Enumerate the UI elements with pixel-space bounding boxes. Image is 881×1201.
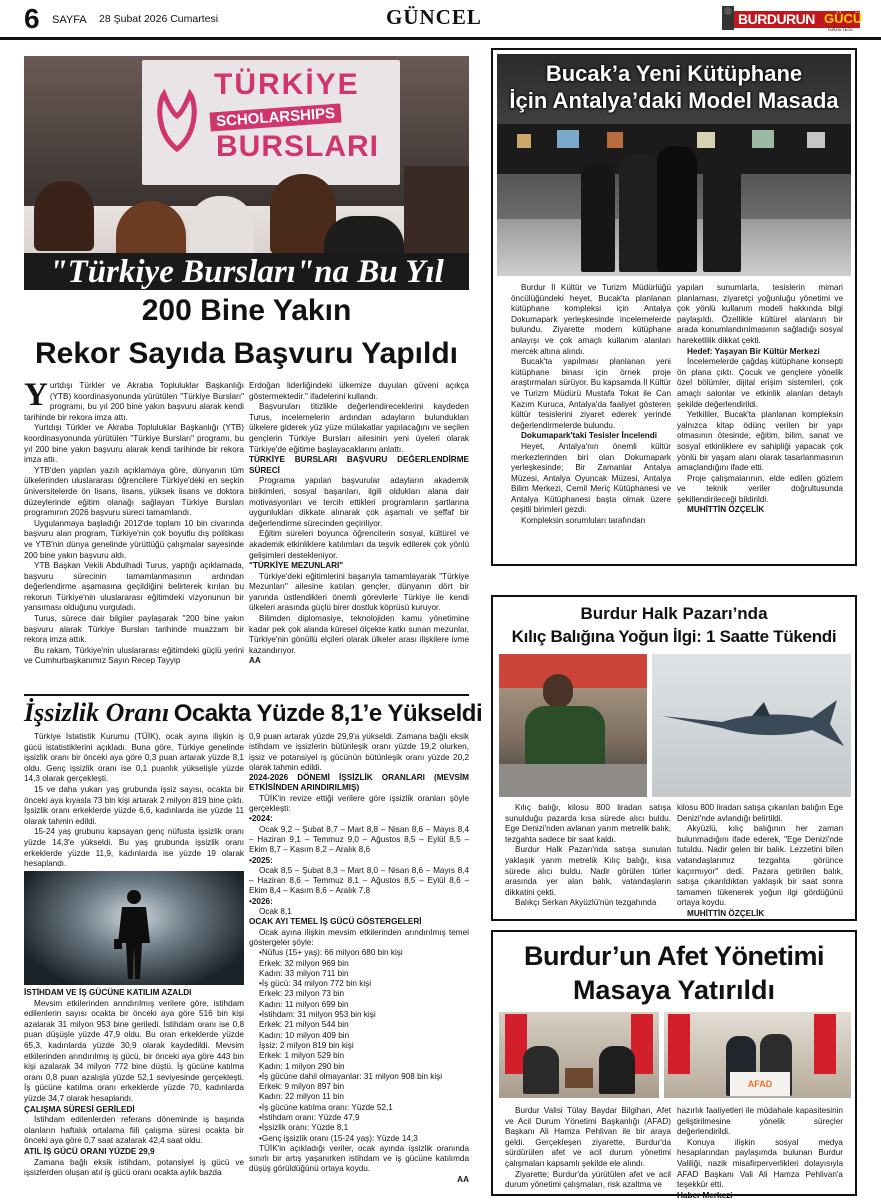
a2-para: İstihdam edilenlerden referans döneminde iş başında olanların haftalık ortalama fiili çalışma süresi ocakta bir önceki aya göre 0,7 saat azalarak 42,4 saat oldu. <box>24 1115 244 1146</box>
a3-para: Yetkililer, Bucak'ta planlanan kompleksin yalnızca kitap ödünç verilen bir yapı olmasının ötesinde; eğitim, bilim, sanat ve sosyal etkinliklere ev sahipliği yapacak çok yönlü bir yaşam alanı olarak tasarlanmasının amaçlandığını ifade etti. <box>677 410 843 473</box>
wall-frame <box>807 132 825 148</box>
a1-title-line1: "Türkiye Bursları"na Bu Yıl <box>24 253 469 290</box>
a3-para: Proje çalışmalarının, elde edilen gözlem ve teknik veriler doğrultusunda şekillendirileceği bildirildi. <box>677 473 843 504</box>
a2-para: Türkiye İstatistik Kurumu (TÜİK), ocak ayına ilişkin iş gücü istatistiklerini açıkladı. Buna göre, Türkiye genelinde işsizlik oranı bir önceki aya göre 0,3 puan artarak yüzde 8,1 oldu. Genç işsizlik oranı ise 0,1 puanlık yükselişle yüzde 14,3 olarak gerçekleşti. <box>24 732 244 784</box>
flag-tr <box>668 1014 690 1074</box>
a2-subhead: 2024-2026 DÖNEMİ İŞSİZLİK ORANLARI (MEVSİM ETKİSİNDEN ARINDIRILMIŞ) <box>249 773 469 793</box>
a2-list-item: •İşsizlik oranı: Yüzde 8,1 <box>259 1123 349 1133</box>
a2-para: Ocak 8,1 <box>259 907 292 917</box>
a5-col2 <box>677 1106 843 1200</box>
a3-title-line1: Bucak’a Yeni Kütüphane <box>545 61 803 86</box>
logo-accent: GÜCÜ <box>824 11 863 26</box>
page-number: 6 <box>24 3 40 34</box>
a2-subhead: İSTİHDAM VE İŞ GÜCÜNE KATILIM AZALDI <box>24 988 192 997</box>
newspaper-logo <box>722 3 863 33</box>
wall-frame <box>517 134 531 148</box>
logo-sub: GAZETESİ <box>828 27 853 33</box>
a4-para: Burdur Halk Pazarı'nda satışa sunulan yaklaşık yarım metrelik Kılıç balığı, kısa sürede alıcı buldu. Nadir görülen türler arasında yer alan balık, vatandaşların dikkatini çekti. <box>505 845 671 897</box>
a1-col2 <box>249 381 469 689</box>
a2-signature: AA <box>457 1174 469 1184</box>
logo-text: BURDURUN <box>738 11 815 27</box>
a3-para: Kompleksin sorumluları tarafından <box>521 516 646 526</box>
market-awning <box>499 654 647 688</box>
a1-para: Yurtdışı Türkler ve Akraba Topluluklar Başkanlığı (YTB) koordinasyonunda yürütülen "Türkiye Bursları" programı, bu yıl 200 bine yakın başvuru alarak kendi tarihinde bir rekora imza attı. <box>24 423 244 465</box>
a2-para: Zamana bağlı eksik istihdam, potansiyel iş gücü ve işsizlerden oluşan atıl iş gücü oranı ocakta aylık bazda <box>24 1157 244 1178</box>
swordfish-icon <box>652 684 851 764</box>
a1-para: Programa yapılan başvurular adayların akademik birikimleri, sosyal başarıları, ilgili oldukları alana dair motivasyonları ve tercih ettikleri programların şartlarına uygunlukları dikkate alınarak çok aşamalı ve şeffaf bir değerlendirme sürecinden geçiriliyor. <box>249 476 469 528</box>
wall-frame <box>607 132 623 148</box>
person-figure <box>523 1046 559 1094</box>
a1-para: Bu rakam, Türkiye'nin uluslararası eğitimdeki güçlü yerini ve Cumhurbaşkanımız Sayın Recep Tayyip <box>24 645 244 666</box>
a2-list-item: •İstihdam: 31 milyon 953 bin kişi <box>259 1010 376 1020</box>
section-title: GÜNCEL <box>386 5 482 29</box>
a1-subhead: "TÜRKİYE MEZUNLARI" <box>249 561 344 571</box>
a2-year: •2025: <box>249 855 273 865</box>
a2-list-item: İşsiz: 2 milyon 819 bin kişi <box>259 1040 354 1050</box>
a2-list-item: •İş gücüne dahil olmayanlar: 31 milyon 908 bin kişi <box>259 1071 443 1081</box>
a2-para: Ocak 8,5 – Şubat 8,3 – Mart 8,0 – Nisan 8,6 – Mayıs 8,4 – Haziran 8,6 – Temmuz 8,1 – Ağustos 8,5 – Eylül 8,6 – Ekim 8,4 – Kasım 8,6 – Aralık 7,8 <box>249 865 469 896</box>
a4-para: Balıkçı Serkan Akyüzlü'nün tezgahında <box>515 898 657 908</box>
afad-plaque: AFAD <box>730 1072 790 1096</box>
a1-signature: AA <box>249 656 261 666</box>
a5-title-line2: Masaya Yatırıldı <box>572 975 776 1005</box>
a4-para: Kılıç balığı, kilosu 800 liradan satışa sunulduğu pazarda kısa sürede alıcı buldu. Ege Denizi'nden avlanan yarım metrelik balık, tezgahta sadece bir saat kaldı. <box>505 803 671 844</box>
a2-col2 <box>249 732 469 1196</box>
a2-list-item: Erkek: 21 milyon 544 bin <box>259 1020 349 1030</box>
a3-para: yapılan sunumlarla, tesislerin mimari planlaması, ziyaretçi yoğunluğu yönetimi ve çok yönlü kullanım modeli hakkında bilgi paylaşıldı. Özellikle kültürel alanların bir arada konumlandırılmasının sağladığı sosyal hareketlilik dikkat çekti. <box>677 283 843 345</box>
a2-para: 15 ve daha yukarı yaş grubunda işsiz sayısı, ocakta bir önceki aya kıyasla 73 bin kişi artarak 2 milyon 819 bine çıktı. İşsizlik oranı erkeklerde yüzde 6,6, kadınlarda ise yüzde 11 olarak tahmin edildi. <box>24 784 244 826</box>
a1-para: YTB'den yapılan yazılı açıklamaya göre, dünyanın tüm ülkelerinden uluslararası öğrencilere Türkiye'deki en seçkin üniversitelerde ön lisans, lisans, yüksek lisans ve doktora düzeylerinde eğitim olanağı sağlayan Türkiye Bursları programının 2026 başvuru süreci tamamlandı. <box>24 465 244 518</box>
a3-subhead: Dokumapark'taki Tesisler İncelendi <box>521 431 658 441</box>
a4-para: kilosu 800 liradan satışa çıkarılan balığın Ege Denizi'nde avlandığı belirtildi. <box>677 803 843 823</box>
a1-para: Bilimden diplomasiye, teknolojiden kamu yönetimine kadar pek çok alanda küresel ölçekte katkı sunan mezunlar, Türkiye'nin gönüllü elçileri olarak ülkeler arası ilişkilere ivme kazandırıyor. <box>249 614 469 655</box>
a3-col2 <box>677 283 843 553</box>
wall-frame <box>752 130 774 148</box>
photo-text-turkiye: TÜRKİYE <box>214 68 360 101</box>
a2-list-item: Kadın: 22 milyon 11 bin <box>259 1092 344 1102</box>
drop-cap: Y <box>24 377 48 413</box>
a2-para: Ocak 9,2 – Şubat 8,7 – Mart 8,8 – Nisan 8,6 – Mayıs 8,4 – Haziran 9,1 – Temmuz 9,0 – Ağustos 8,5 – Eylül 8,5 – Ekim 8,7 – Kasım 8,2 – Aralık 8,6 <box>249 824 469 855</box>
vendor-head <box>543 674 573 708</box>
a5-para: Burdur Valisi Tülay Baydar Bilgihan, Afet ve Acil Durum Yönetimi Başkanlığı (AFAD) Başkanı Ali Hamza Pehlivan ile bir araya geldi. Gerçekleşen ziyarette, Burdur'da sürdürülen afet ve acil durum yönetimi çalışmaları kapsamlı şekilde ele alındı. <box>505 1106 671 1168</box>
issue-date: 28 Şubat 2026 Cumartesi <box>99 13 219 25</box>
a2-list-item: Erkek: 23 milyon 73 bin <box>259 989 345 999</box>
a2-list-item: Erkek: 1 milyon 529 bin <box>259 1051 345 1061</box>
person-figure <box>599 1046 635 1094</box>
a3-title-line2: İçin Antalya’daki Model Masada <box>509 88 839 113</box>
a3-para: Burdur İl Kültür ve Turizm Müdürlüğü öncülüğündeki heyet, Bucak'ta planlanan kütüphane kompleksi için Antalya Dokumapark yerleşkesinde incelemelerde bulundu. Ziyarette modern kütüphane anlayışı ve çok amaçlı kullanım alanları mercek altına alındı. <box>511 283 671 356</box>
photo-text-scholarships: SCHOLARSHIPS <box>209 103 341 131</box>
a2-list-item: •Nüfus (15+ yaş): 66 milyon 680 bin kişi <box>259 948 403 958</box>
a1-title-line2: 200 Bine Yakın <box>141 294 352 327</box>
a2-title-italic: İşsizlik Oranı <box>24 698 170 727</box>
a5-title-line1: Burdur’un Afet Yönetimi <box>523 941 824 971</box>
a3-para: İncelemelerde çağdaş kütüphane konsepti ön plana çıktı. Çocuk ve gençlere yönelik özel bölümler, dijital erişim sistemleri, çok amaçlı salonlar ve etkinlik alanları detaylı şekilde değerlendirildi. <box>677 357 843 409</box>
student-head-1 <box>34 181 94 251</box>
a4-signature: MUHİTTİN ÖZÇELİK <box>687 908 765 918</box>
coffee-table <box>565 1068 593 1088</box>
person-figure <box>657 146 697 272</box>
a5-col1 <box>505 1106 671 1194</box>
a2-list-item: •İstihdam oranı: Yüzde 47,9 <box>259 1112 360 1122</box>
a2-para: Mevsim etkilerinden arındırılmış verilere göre, istihdam edilenlerin sayısı ocakta bir önceki aya göre 516 bin kişi azalarak 31 milyon 953 bine geriledi. İstihdam oranı ise 0,8 puan düşüşle yüzde 47,9 oldu. Bu oran erkeklerde yüzde 65,3, kadınlarda yüzde 30,9 olarak kaydedildi. Mevsim etkilerinden arındırılmış iş gücü, bir önceki aya göre 443 bin kişi azalarak 34 milyon 772 bine düştü. İş gücüne katılma oranı 0,8 puan azalışla yüzde 52,1 seviyesinde gerçekleşti. İş gücüne katılma oranı erkeklerde yüzde 70, kadınlarda yüzde 34,7 olarak hesaplandı. <box>24 998 244 1103</box>
a1-col1 <box>24 377 244 689</box>
a2-col1 <box>24 732 244 868</box>
corridor-photo <box>24 871 244 985</box>
a4-col2 <box>677 803 843 918</box>
a4-col1 <box>505 803 671 915</box>
a2-subhead: ÇALIŞMA SÜRESİ GERİLEDİ <box>24 1104 135 1114</box>
a1-para: Erdoğan liderliğindeki ülkemize duyulan güveni açıkça göstermektedir." ifadelerini kullandı. <box>249 381 469 401</box>
a2-year: •2024: <box>249 814 273 824</box>
a3-para: Bucak'ta yapılması planlanan yeni kütüphane binası için örnek proje araştırmaları sürüyor. Bu kapsamda İl Kültür ve Turizm Müdürü Mustafa Tokat ile Can Kazım Kuruca, Antalya'da faaliyet gösteren kültür tesislerini ziyaret ederek yerinde değerlendirmelerde bulundu. <box>511 357 671 430</box>
meeting-photo-1 <box>499 1012 659 1098</box>
a2-para: 15-24 yaş grubunu kapsayan genç nüfusta işsizlik oranı yüzde 14,3'e yükseldi. Bu yaş grubunda işsizlik oranı erkeklerde yüzde 11,9, kadınlarda ise yüzde 19 olarak hesaplandı. <box>24 827 244 869</box>
a2-list-item: •Genç işsizlik oranı (15-24 yaş): Yüzde 14,3 <box>259 1133 418 1143</box>
swordfish-photo <box>652 654 851 797</box>
a5-para: Konuya ilişkin sosyal medya hesaplarından paylaşımda bulunan Burdur Valiliği, nazik misafirperverlikleri dolayısıyla AFAD Başkanı Vali Ali Hamza Pehlivan'a teşekkür etti. <box>677 1137 843 1190</box>
meeting-photo-2 <box>664 1012 851 1098</box>
a1-title-line3: Rekor Sayıda Başvuru Yapıldı <box>35 337 458 370</box>
a2-list-item: Kadın: 1 milyon 290 bin <box>259 1061 345 1071</box>
a2-para: Ocak ayına ilişkin mevsim etkilerinden arındırılmış temel göstergeler şöyle: <box>249 927 469 947</box>
flag-tr <box>814 1014 836 1074</box>
a3-subhead: Hedef: Yaşayan Bir Kültür Merkezi <box>687 346 820 356</box>
a4-para: Akyüzlü, kılıç balığının her zaman bulunmadığını ifade ederek, "Ege Denizi'nde tutuldu. Nadir gelen bir balık. Lezzetini bilen vatandaşlarımız tezgahta görünce kaçırmıyor" dedi. Pazara getirilen balık, satışa çıkarıldıktan yaklaşık bir saat sonra tamamen tükenerek yoğun ilgi gördüğünü ortaya koydu. <box>677 824 843 908</box>
a2-col1b <box>24 988 244 1196</box>
a1-para: Turus, sürece dair bilgiler paylaşarak "200 bine yakın başvuru alarak Türkiye Bursları tarihinde muazzam bir rekora imza attık. <box>24 614 244 645</box>
businessman-silhouette-icon <box>104 881 164 981</box>
a2-list-item: TÜİK'in açıkladığı veriler, ocak ayında işsizlik oranında sınırlı bir artış yaşanırken istihdam ve iş gücüne katılımda düşüş görüldüğünü ortaya koydu. <box>249 1143 469 1174</box>
divider <box>24 694 469 696</box>
a2-title-bold: Ocakta Yüzde 8,1’e Yükseldi <box>173 700 483 727</box>
a4-title-line2: Kılıç Balığına Yoğun İlgi: 1 Saatte Tükendi <box>511 627 837 646</box>
a5-para: Ziyarette; Burdur'da yürütülen afet ve acil durum yönetimi çalışmaları, risk azaltma ve <box>505 1169 671 1190</box>
person-figure <box>703 160 741 272</box>
a2-subhead: OCAK AYI TEMEL İŞ GÜCÜ GÖSTERGELERİ <box>249 917 422 927</box>
a1-para: Uygulanmaya başladığı 2012'de toplam 10 bin civarında başvuru alan program, Türkiye'nin çok boyutlu dış politikası ve YTB'nin dünya genelinde yürüttüğü çalışmalar sayesinde 200 bine yakın başvuru aldı. <box>24 518 244 560</box>
a2-subhead: ATIL İŞ GÜCÜ ORANI YÜZDE 29,9 <box>24 1146 155 1156</box>
a2-list-item: Kadın: 10 milyon 409 bin <box>259 1030 350 1040</box>
a2-para: 0,9 puan artarak yüzde 29,9'a yükseldi. Zamana bağlı eksik istihdam ve işsizlerin bütünleşik oranı yüzde 19,2 olurken, işsiz ve potansiyel iş gücünün bütünleşik oranı yüzde 20,2 olarak tahmin edildi. <box>249 732 469 772</box>
a5-signature: Haber Merkezi <box>677 1190 733 1200</box>
page-header <box>0 0 881 40</box>
a1-para: YTB Başkan Vekili Abdulhadi Turus, yaptığı açıklamada, başvuru sürecinin tamamlanmasının ardından değerlendirme aşamasına geçildiğini belirterek kırılan bu rekorun Türkiye'nin uluslararası eğitimdeki vizyonunun bir yansıması olduğunu vurguladı. <box>24 561 244 613</box>
wall-frame <box>697 132 715 148</box>
page-label: SAYFA <box>52 14 87 26</box>
a4-title-line1: Burdur Halk Pazarı’nda <box>580 604 768 623</box>
a3-para: Heyet, Antalya'nın önemli kültür merkezlerinden biri olan Dokumapark yerleşkesinde; Bir Zamanlar Antalya Müzesi, Antalya Oyuncak Müzesi, Antalya Bilim Merkezi, Cemil Meriç Kütüphanesi ve Antalya Kütüphanesi başta olmak üzere çeşitli birimleri gezdi. <box>511 441 671 515</box>
a1-para: Türkiye'deki eğitimlerini başarıyla tamamlayarak "Türkiye Mezunları" ailesine katılan gençler, dünyanın dört bir yanında üstlendikleri önemli görevlerle Türkiye ile kendi ülkeleri arasında güçlü birer dostluk köprüsü kuruyor. <box>249 571 469 613</box>
scholarship-photo <box>24 56 469 286</box>
a2-title <box>24 698 483 728</box>
a5-para: hazırlık faaliyetleri ile müdahale kapasitesinin geliştirilmesine yönelik süreçler değerlendirildi. <box>677 1106 843 1137</box>
person-figure <box>619 154 659 272</box>
a2-list-item: Erkek: 32 milyon 969 bin <box>259 958 349 968</box>
fish-counter <box>499 764 647 797</box>
a2-year: •2026: <box>249 896 273 906</box>
a2-para: TÜİK'in revize ettiği verilere göre işsizlik oranları şöyle gerçekleşti: <box>249 793 469 814</box>
a1-subhead: TÜRKİYE BURSLARI BAŞVURU DEĞERLENDİRME SÜRECİ <box>249 455 469 475</box>
a1-lead: urtdışı Türkler ve Akraba Topluluklar Başkanlığı (YTB) koordinasyonunda yürütülen "Türkiye Bursları" programı, bu yıl 200 bine yakın başvuru alarak kendi tarihinde bir rekora imza attı. <box>24 381 244 422</box>
fishmonger-photo <box>499 654 647 797</box>
a2-list-item: •İş gücüne katılma oranı: Yüzde 52,1 <box>259 1102 393 1112</box>
a2-list-item: Kadın: 33 milyon 711 bin <box>259 968 349 978</box>
wall-frame <box>557 130 579 148</box>
a1-para: Başvuruları titizlikle değerlendireceklerini kaydeden Turus, incelemelerin ardından adayların bulundukları ülkelere giderek yüz yüze mülakatlar yapılacağını ve seçilen gençlerin Türkiye Bursları ailesinin yeni üyeleri olarak Türkiye'de eğitime başlayacaklarını anlattı. <box>249 402 469 454</box>
photo-text-burslari: BURSLARI <box>216 130 379 163</box>
a3-signature: MUHİTTİN ÖZÇELİK <box>687 505 765 515</box>
a1-para: Eğitim süreleri boyunca öğrencilerin sosyal, kültürel ve akademik etkinliklere katılımları da teşvik edilerek çok yönlü gelişimleri destekleniyor. <box>249 529 469 560</box>
a2-list-item: •İş gücü: 34 milyon 772 bin kişi <box>259 979 372 989</box>
tulip-logo-icon <box>152 84 202 154</box>
a3-col1 <box>511 283 671 553</box>
person-figure <box>581 162 615 272</box>
a2-list-item: Kadın: 11 milyon 699 bin <box>259 999 349 1009</box>
a2-list-item: Erkek: 9 milyon 897 bin <box>259 1082 345 1092</box>
